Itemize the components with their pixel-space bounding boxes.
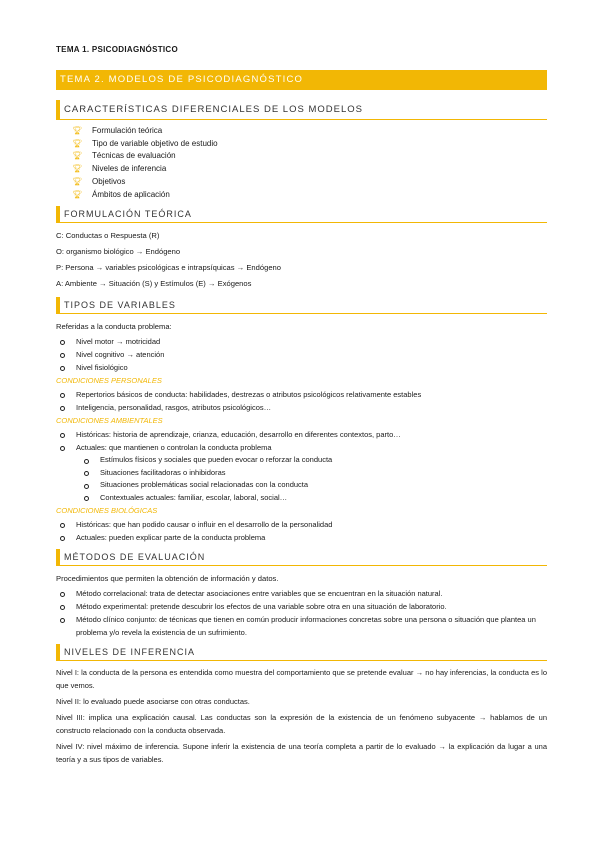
section-formulacion [56,206,547,292]
list-item: Repertorios básicos de conducta: habilidades, destrezas o atributos psicológicos relativamente estables [56,388,547,401]
section-heading: FORMULACIÓN TEÓRICA [56,206,547,223]
list-item: Método experimental: pretende descubrir los efectos de una variable sobre otra en una situación de laboratorio. [56,600,547,613]
biologicas-list [56,518,547,544]
list-item: 🏆︎ Objetivos [56,176,547,189]
paragraph: Procedimientos que permiten la obtención de información y datos. [56,574,279,584]
list-item: Inteligencia, personalidad, rasgos, atributos psicológicos… [56,401,547,414]
section-heading: NIVELES DE INFERENCIA [56,644,547,661]
paragraph: Nivel III: implica una explicación causal. Las conductas son la expresión de la existencia de un fenómeno subyacente → hablamos de un constructo relacionado con la conducta observada. [56,713,547,736]
personales-list [56,388,547,414]
section-heading: CARACTERÍSTICAS DIFERENCIALES DE LOS MODELOS [56,100,547,120]
trophy-icon: 🏆︎ [72,189,83,199]
page-title: TEMA 2. MODELOS DE PSICODIAGNÓSTICO [56,70,547,90]
paragraph: C: Conductas o Respuesta (R) [56,231,160,241]
paragraph: Nivel I: la conducta de la persona es entendida como muestra del comportamiento que se pretende evaluar → no hay inferencias, la conducta es lo que vemos. [56,668,547,691]
subheading: CONDICIONES BIOLÓGICAS [56,506,158,516]
content [56,100,547,771]
trophy-icon: 🏆︎ [72,164,83,174]
list-item: Nivel cognitivo → atención [56,348,547,361]
list-item: Método clínico conjunto: de técnicas que tienen en común producir informaciones concretas sobre una persona o situación que plantea un problema y/o revela la existencia de un sufrimiento. [56,613,547,639]
trophy-icon: 🏆︎ [72,151,83,161]
section-metodos [56,549,547,639]
section-caracteristicas [56,100,547,201]
trophy-icon: 🏆︎ [72,126,83,135]
paragraph: O: organismo biológico → Endógeno [56,247,181,257]
list-item: Situaciones problemáticas social relacionadas con la conducta [56,479,547,492]
section-heading: MÉTODOS DE EVALUACIÓN [56,549,547,566]
section-tipos [56,297,547,544]
list-item: Históricas: que han podido causar o influir en el desarrollo de la personalidad [56,518,547,531]
list-item: 🏆︎ Niveles de inferencia [56,163,547,176]
list-item: Nivel motor → motricidad [56,335,547,348]
ambientales-list [56,428,547,454]
subheading: CONDICIONES AMBIENTALES [56,416,163,426]
list-item: Contextuales actuales: familiar, escolar, laboral, social… [56,492,547,505]
trophy-icon: 🏆︎ [72,176,83,186]
niveles-list [56,335,547,374]
list-item: Nivel fisiológico [56,361,547,374]
paragraph: Nivel II: lo evaluado puede asociarse con otras conductas. [56,697,250,707]
list-item: 🏆︎ Tipo de variable objetivo de estudio [56,138,547,151]
paragraph: Referidas a la conducta problema: [56,322,172,332]
paragraph: A: Ambiente → Situación (S) y Estímulos (E) → Exógenos [56,279,252,289]
list-item: Método correlacional: trata de detectar asociaciones entre variables que se encuentran en la situación natural. [56,587,547,600]
page-header: TEMA 1. PSICODIAGNÓSTICO [56,45,179,54]
ambientales-sub-list [56,454,547,504]
list-item: Estímulos físicos y sociales que pueden evocar o reforzar la conducta [56,454,547,467]
subheading: CONDICIONES PERSONALES [56,376,162,386]
trophy-icon: 🏆︎ [72,138,83,148]
paragraph: P: Persona → variables psicológicas e intrapsíquicas → Endógeno [56,263,281,273]
characteristics-list [56,125,547,201]
list-item: Actuales: que mantienen o controlan la conducta problema [56,441,547,454]
section-heading: TIPOS DE VARIABLES [56,297,547,314]
list-item: 🏆︎ Técnicas de evaluación [56,150,547,163]
list-item: Actuales: pueden explicar parte de la conducta problema [56,531,547,544]
paragraph: Nivel IV: nivel máximo de inferencia. Supone inferir la existencia de una teoría completa a partir de lo evaluado → la explicación da lugar a una teoría y a sus tipos de variables. [56,742,547,765]
list-item: Situaciones facilitadoras o inhibidoras [56,467,547,480]
list-item: 🏆︎ Formulación teórica [56,125,547,138]
metodos-list [56,587,547,639]
list-item: 🏆︎ Ámbitos de aplicación [56,189,547,202]
list-item: Históricas: historia de aprendizaje, crianza, educación, desarrollo en diferentes contextos, parto… [56,428,547,441]
section-niveles [56,644,547,766]
